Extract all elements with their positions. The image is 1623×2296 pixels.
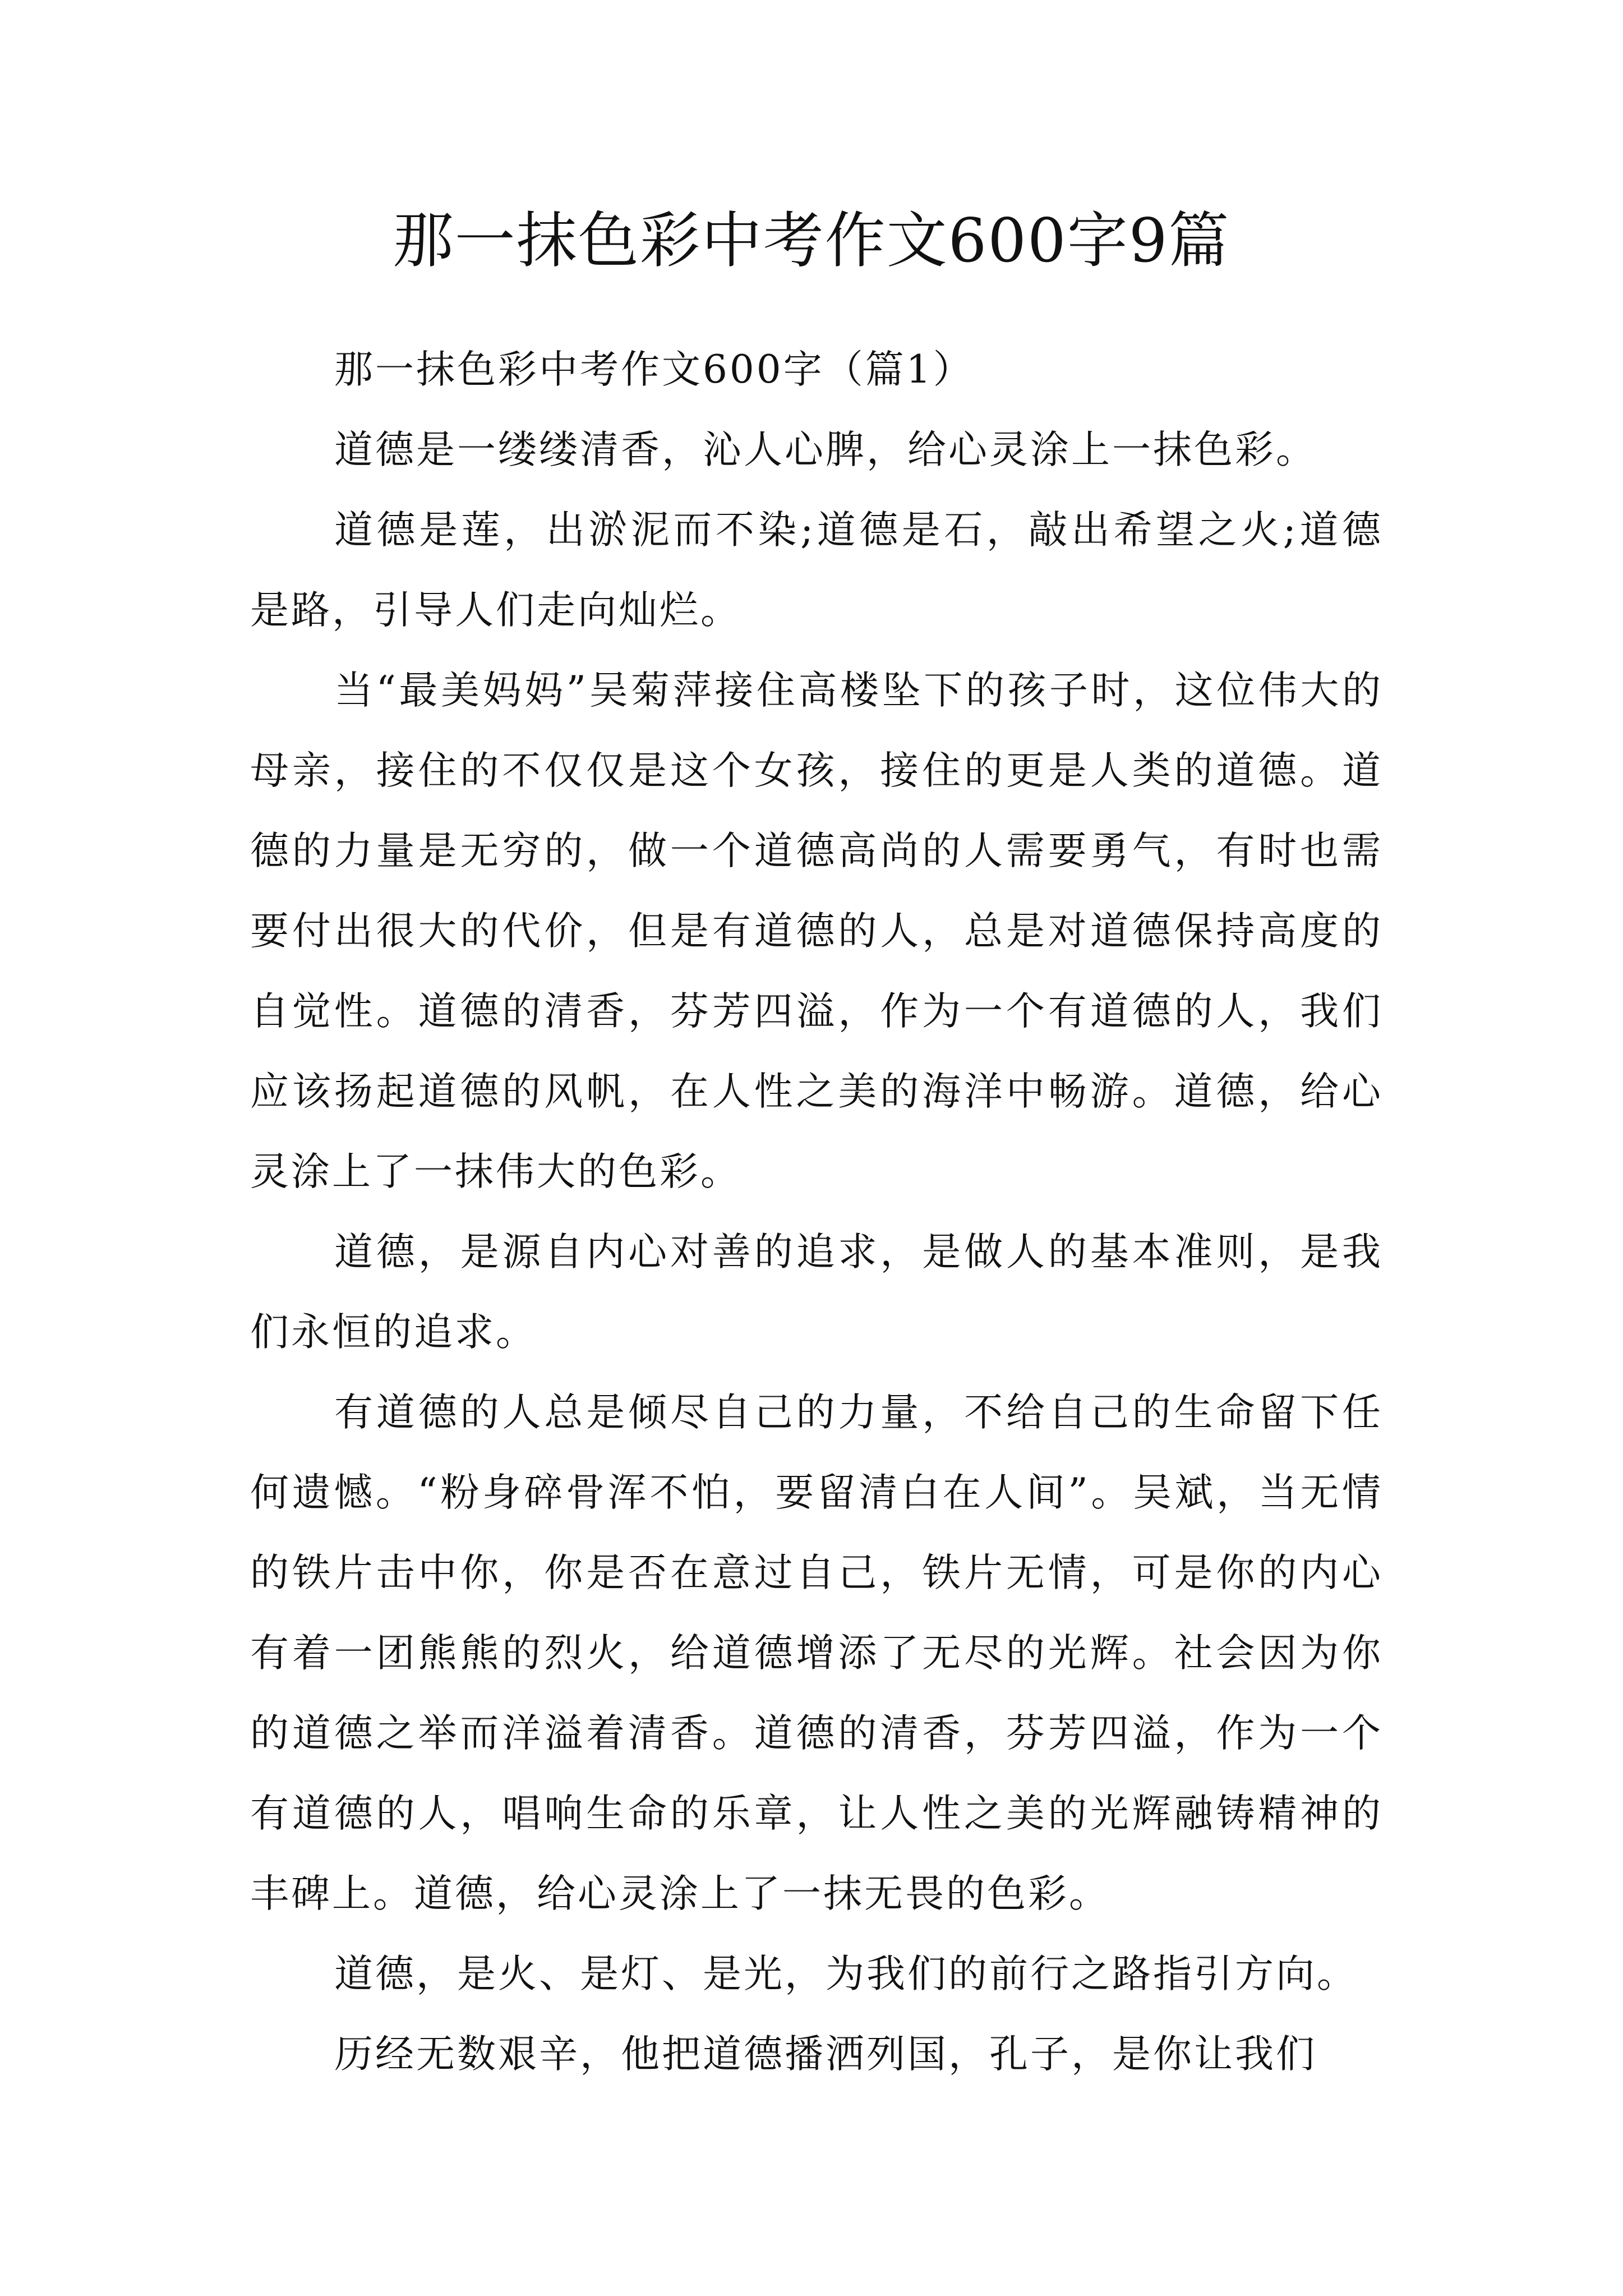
paragraph: 当“最美妈妈”吴菊萍接住高楼坠下的孩子时，这位伟大的母亲，接住的不仅仅是这个女孩，接住的更是人类的道德。道德的力量是无穷的，做一个道德高尚的人需要勇气，有时也需要付出很大的代价，但是有道德的人，总是对道德保持高度的自觉性。道德的清香，芬芳四溢，作为一个有道德的人，我们应该扬起道德的风帆，在人性之美的海洋中畅游。道德，给心灵涂上了一抹伟大的色彩。	[250, 668, 1383, 1194]
document-body	[250, 330, 1383, 2095]
essay-subtitle: 那一抹色彩中考作文600字（篇1）	[334, 347, 974, 392]
paragraph: 道德是一缕缕清香，沁人心脾，给心灵涂上一抹色彩。	[334, 427, 1317, 472]
paragraph: 道德，是源自内心对善的追求，是做人的基本准则，是我们永恒的追求。	[250, 1230, 1383, 1355]
document-title: 那一抹色彩中考作文600字9篇	[393, 206, 1230, 276]
paragraph: 有道德的人总是倾尽自己的力量，不给自己的生命留下任何遗憾。“粉身碎骨浑不怕，要留清白在人间”。吴斌，当无情的铁片击中你，你是否在意过自己，铁片无情，可是你的内心有着一团熊熊的烈火，给道德增添了无尽的光辉。社会因为你的道德之举而洋溢着清香。道德的清香，芬芳四溢，作为一个有道德的人，唱响生命的乐章，让人性之美的光辉融铸精神的丰碑上。道德，给心灵涂上了一抹无畏的色彩。	[250, 1390, 1383, 1916]
paragraph: 历经无数艰辛，他把道德播洒列国，孔子，是你让我们	[334, 2032, 1317, 2077]
paragraph: 道德是莲，出淤泥而不染;道德是石，敲出希望之火;道德是路，引导人们走向灿烂。	[250, 508, 1383, 633]
paragraph: 道德，是火、是灯、是光，为我们的前行之路指引方向。	[334, 1952, 1358, 1996]
